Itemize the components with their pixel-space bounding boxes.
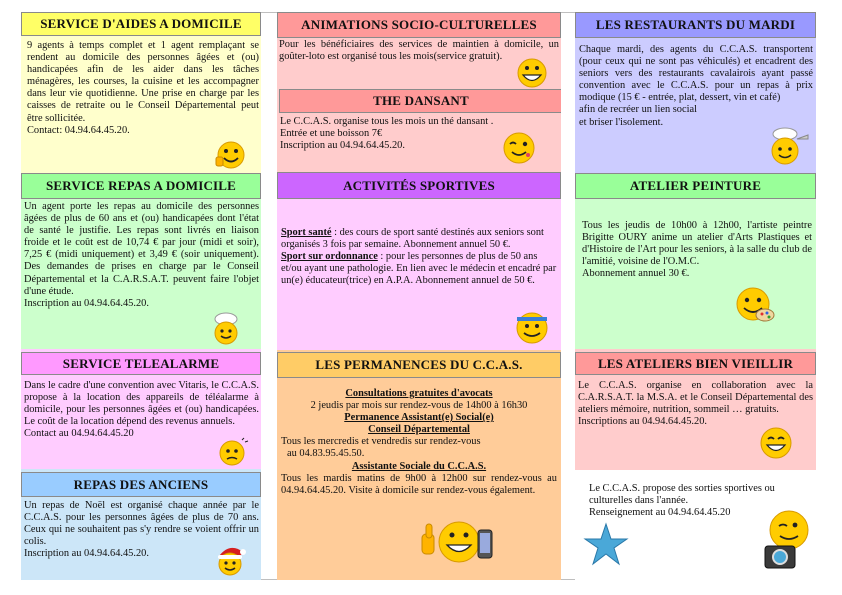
sorties-text: Le C.C.A.S. propose des sorties sportives ou culturelles dans l'année. — [589, 483, 775, 507]
vieillir-inscription: Inscriptions au 04.94.64.45.20. — [578, 416, 708, 428]
telealarme-section — [21, 349, 261, 469]
permanences-title: LES PERMANENCES DU C.C.A.S. — [277, 352, 561, 378]
anciens-section — [21, 469, 261, 580]
dansant-body — [280, 116, 500, 152]
aides-title: SERVICE D'AIDES A DOMICILE — [21, 12, 261, 36]
smiley-thumbs-up-icon — [214, 138, 248, 172]
dansant-text: Le C.C.A.S. organise tous les mois un thé dansant . Entrée et une boisson 7€ — [280, 116, 494, 140]
sport-smiley-icon — [509, 308, 555, 346]
repas-title: SERVICE REPAS A DOMICILE — [21, 173, 261, 199]
restaurants-text-lien: afin de recréer un lien social — [579, 104, 697, 116]
anciens-inscription: Inscription au 04.94.64.45.20. — [24, 548, 149, 560]
sport-body — [281, 227, 559, 287]
assistante-ccas-heading: Assistante Sociale du C.C.A.S. — [351, 460, 487, 472]
assistante-ccas-text: Tous les mardis matins de 9h00 à 12h00 sur rendez-vous au 04.94.64.45.20. Visite à domicile sur rendez-vous également. — [281, 472, 557, 496]
starfish-icon — [583, 522, 629, 568]
sport-title: ACTIVITÉS SPORTIVES — [277, 172, 561, 199]
animations-title: ANIMATIONS SOCIO-CULTURELLES — [277, 12, 561, 38]
camera-smiley-icon — [761, 508, 813, 576]
restaurants-body — [579, 44, 813, 129]
grinning-smiley-icon — [514, 56, 550, 90]
vieillir-body — [578, 380, 813, 428]
animations-section — [277, 12, 561, 172]
restaurants-section — [575, 12, 816, 173]
laughing-smiley-icon — [757, 424, 795, 462]
conseil-phone: au 04.83.95.45.50. — [287, 448, 365, 460]
sorties-section — [575, 470, 816, 580]
conseil-heading: Conseil Départemental — [368, 424, 470, 436]
repas-body — [24, 201, 259, 310]
permanences-section — [277, 350, 561, 580]
painter-smiley-icon — [731, 283, 777, 325]
vieillir-section — [575, 349, 816, 470]
peinture-body — [582, 220, 812, 280]
peinture-title: ATELIER PEINTURE — [575, 173, 816, 199]
santa-smiley-icon — [213, 542, 247, 578]
telealarme-contact: Contact au 04.94.64.45.20 — [24, 428, 134, 440]
aides-contact: Contact: 04.94.64.45.20. — [27, 124, 130, 136]
assistant-heading: Permanence Assistant(e) Social(e) — [344, 412, 494, 424]
aides-section — [21, 12, 261, 173]
anciens-text: Un repas de Noël est organisé chaque année par le C.C.A.S. pour les personnes âgées de plus de 70 ans. Ceux qui ne souhaitent pas s'y rendre se voient offrir un colis. — [24, 500, 259, 548]
restaurants-text-isolement: et briser l'isolement. — [579, 116, 664, 128]
telealarme-title: SERVICE TELEALARME — [21, 352, 261, 375]
dansant-inscription: Inscription au 04.94.64.45.20. — [280, 140, 405, 152]
aides-text: 9 agents à temps complet et 1 agent remplaçant se rendent au domicile des personnes âgées et (ou) handicapées afin de les aider dans les tâches ménagères, les courses, la cuisine et les accompagner dans leur vie quotidienne. Une prise en charge par les caisses de retraite ou le Conseil Départemental peut être sollicitée. — [27, 40, 259, 124]
repas-section — [21, 173, 261, 349]
vieillir-text: Le C.C.A.S. organise en collaboration avec la C.A.R.S.A.T. la M.S.A. et le Conseil Départemental des ateliers mémoire, nutrition, sommeil … gratuits. — [578, 380, 813, 416]
avocats-heading: Consultations gratuites d'avocats — [345, 388, 493, 399]
conseil-text: Tous les mercredis et vendredis sur rendez-vous — [281, 436, 481, 448]
sport-section — [277, 172, 561, 350]
phone-smiley-icon — [420, 516, 498, 568]
repas-inscription: Inscription au 04.94.64.45.20. — [24, 297, 149, 309]
dansant-title: THE DANSANT — [279, 89, 561, 113]
chef-smiley-icon — [209, 311, 243, 347]
vieillir-title: LES ATELIERS BIEN VIEILLIR — [575, 352, 816, 375]
sorties-renseignement: Renseignement au 04.94.64.45.20 — [589, 507, 731, 519]
sport-text-sante: : des cours de sport santé destinés aux seniors sont organisés 3 fois par semaine. Abonnement annuel 50 €. — [281, 227, 544, 251]
worried-smiley-icon — [217, 436, 249, 468]
restaurants-text: Chaque mardi, des agents du C.C.A.S. transportent (pour ceux qui ne sont pas véhiculés) et encadrent des seniors vers des restaurants cavalairois ayant passé convention avec le C.C.A.S. pour un repas à prix modique (15 € - entrée, plat, dessert, vin et café) — [579, 44, 813, 104]
aides-body — [27, 40, 259, 137]
permanences-body — [281, 388, 557, 497]
peinture-section — [575, 173, 816, 349]
telealarme-body — [24, 380, 259, 440]
sport-text-ordonnance: : pour les personnes de plus de 50 ans et/ou ayant une pathologie. En lien avec le médecin et encadré par un(e) éducateur(trice) en A.P.A. Abonnement annuel de 50 €. — [281, 251, 557, 287]
telealarme-text: Dans le cadre d'une convention avec Vitaris, le C.C.A.S. propose à la location des appareils de téléalarme à domicile, pour les personnes âgées et (ou) handicapées. Le coût de la location dépend des revenus annuels. — [24, 380, 259, 428]
repas-text: Un agent porte les repas au domicile des personnes âgées de plus de 60 ans et (ou) handicapées dont l'état de santé le justifie. Les repas sont livrés en liaison froide et le coût est de 10,74 € par jour (midi et soir), 7,25 € (midi uniquement) et 3,49 € (soir uniquement). Des demandes de prises en charge par le Conseil Départemental et la C.A.R.S.A.T. peuvent faire l'objet d'une étude. — [24, 201, 259, 297]
chef-waiter-smiley-icon — [765, 125, 811, 171]
peinture-text: Tous les jeudis de 10h00 à 12h00, l'artiste peintre Brigitte OURY anime un atelier d'Arts Plastiques et d'Histoire de l'Art pour les seniors, à la salle du club de l'amitié, voisine de l'O.M.C. — [582, 220, 812, 268]
anciens-title: REPAS DES ANCIENS — [21, 472, 261, 497]
animations-body: Pour les bénéficiaires des services de maintien à domicile, un goûter-loto est organisé tous les mois(service gratuit). — [279, 39, 559, 63]
winking-smiley-icon — [499, 128, 539, 168]
avocats-text: 2 jeudis par mois sur rendez-vous de 14h00 à 16h30 — [310, 400, 528, 412]
sport-label-sante: Sport santé — [281, 227, 332, 238]
peinture-abonnement: Abonnement annuel 30 €. — [582, 268, 690, 280]
restaurants-title: LES RESTAURANTS DU MARDI — [575, 12, 816, 38]
sport-label-ordonnance: Sport sur ordonnance — [281, 251, 378, 263]
